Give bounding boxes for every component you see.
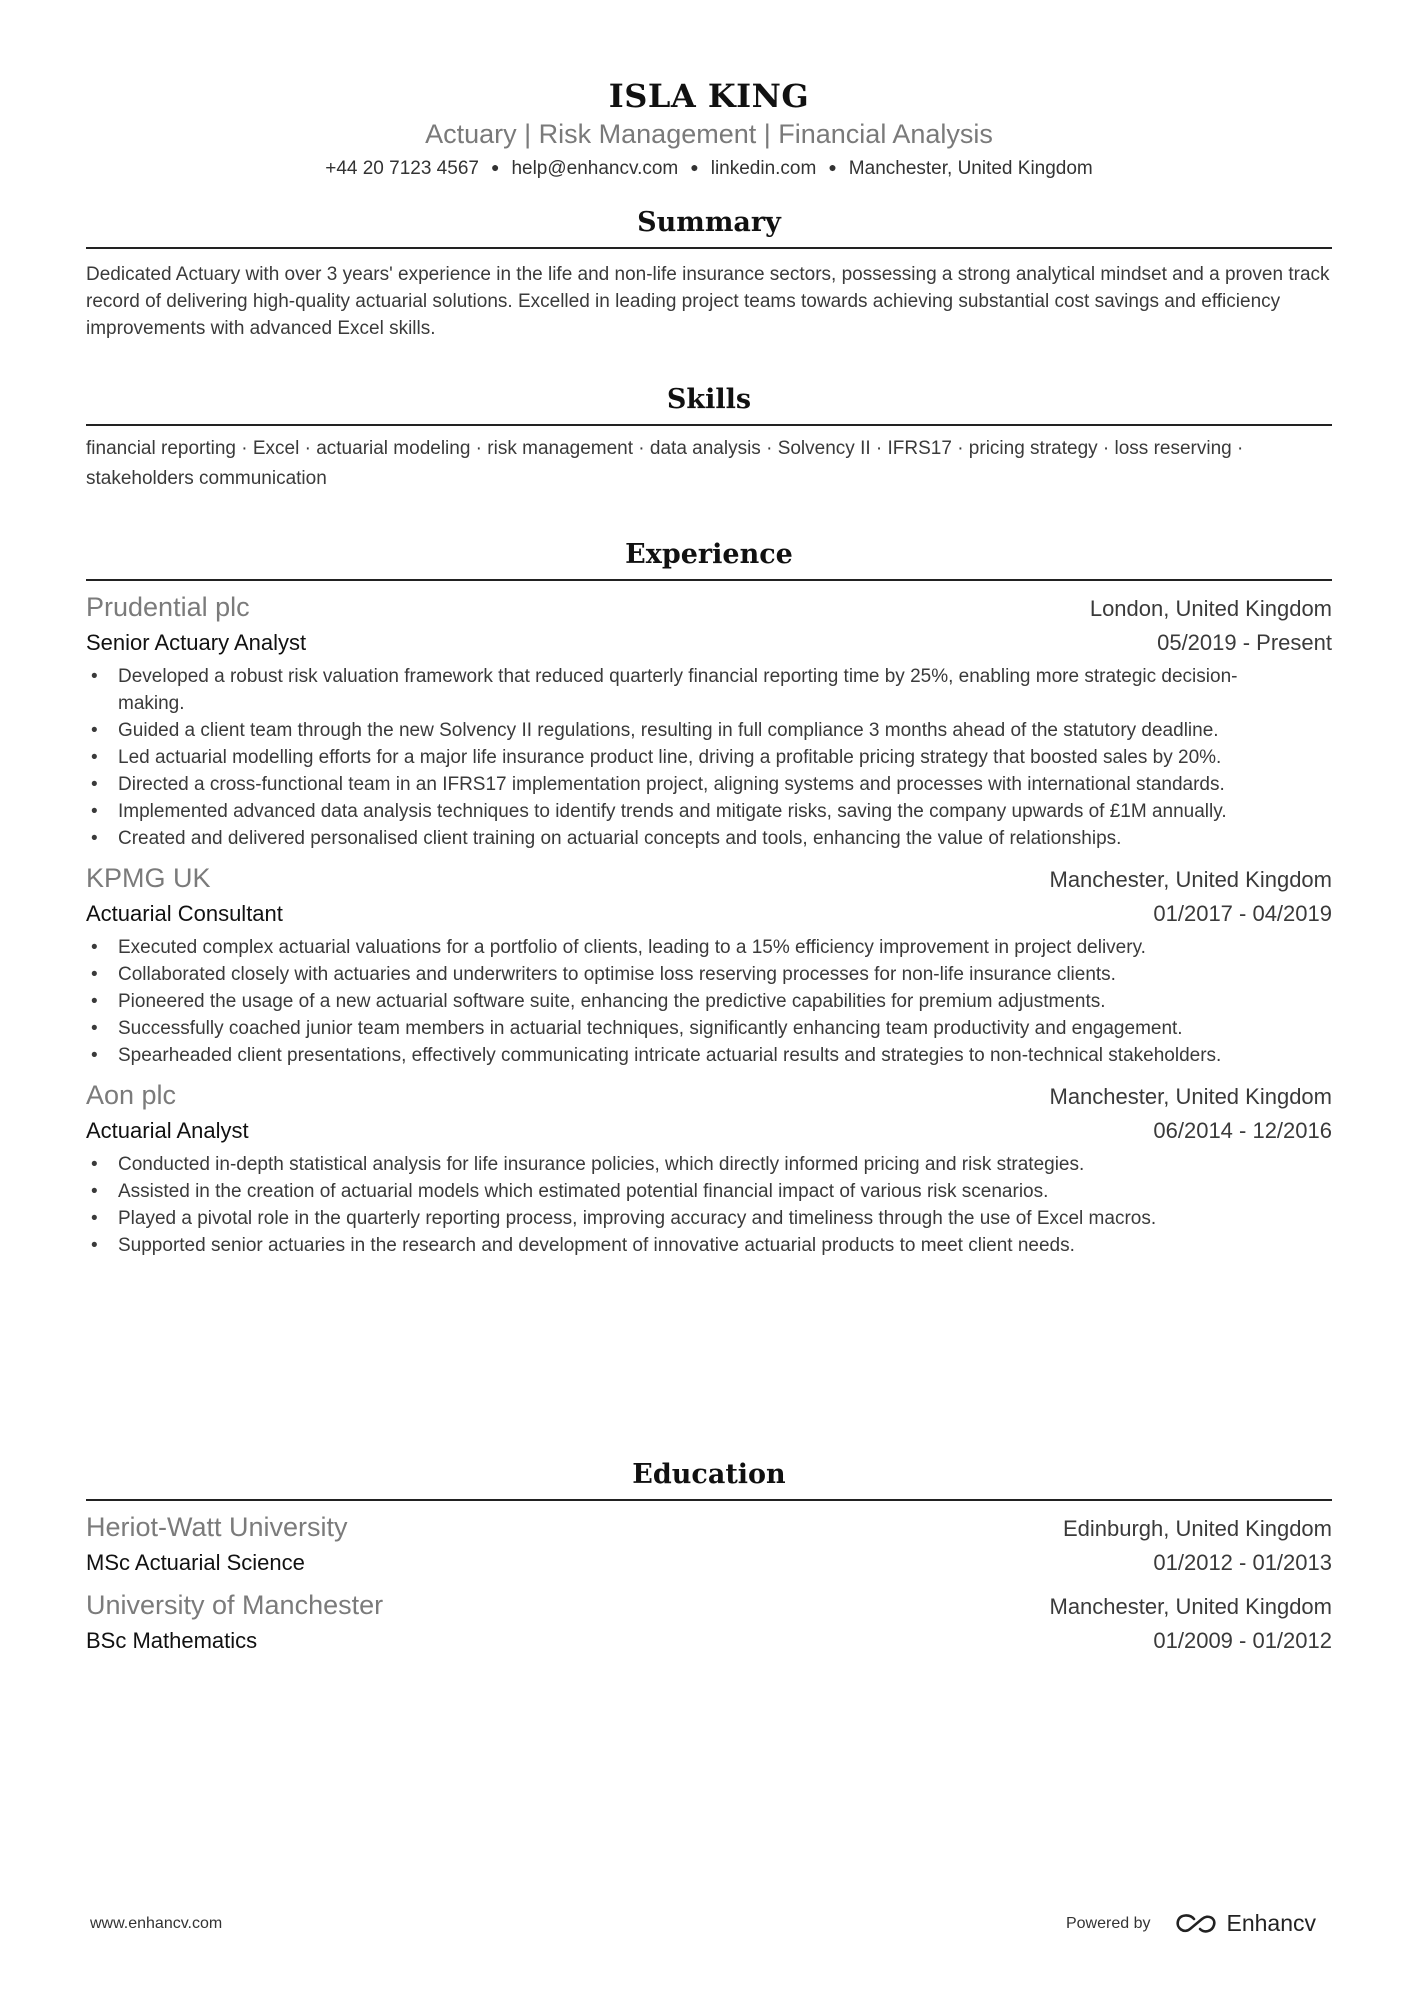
school-location: Edinburgh, United Kingdom [1062, 1516, 1332, 1541]
bullet-item: • Directed a cross-functional team in an IFRS17 implementation project, aligning systems and processes with international standards. [118, 771, 1332, 798]
degree-name: BSc Mathematics [86, 1628, 258, 1653]
bullet-item: • Successfully coached junior team members in actuarial techniques, significantly enhancing team productivity and engagement. [118, 1015, 1332, 1042]
bullet-item: • Created and delivered personalised client training on actuarial concepts and tools, enhancing the value of relationships. [118, 825, 1332, 852]
degree-name: MSc Actuarial Science [86, 1550, 305, 1575]
job-location: Manchester, United Kingdom [1049, 867, 1332, 892]
bullet-item: • Spearheaded client presentations, effectively communicating intricate actuarial results and strategies to non-technical stakeholders. [118, 1042, 1332, 1069]
education-dates: 01/2012 - 01/2013 [1153, 1550, 1332, 1575]
separator-dot-icon: ● [490, 159, 500, 175]
job-bullets [86, 934, 1332, 1069]
powered-by [1066, 1910, 1316, 1937]
bullet-item: • Developed a robust risk valuation framework that reduced quarterly financial reporting time by 25%, enabling more strategic decision-making. [118, 663, 1332, 717]
bullet-item: • Assisted in the creation of actuarial models which estimated potential financial impact of various risk scenarios. [118, 1178, 1332, 1205]
contact-line [86, 152, 1332, 184]
company-name: KPMG UK [86, 863, 211, 893]
contact-linkedin[interactable]: linkedin.com [710, 158, 817, 179]
bullet-item: • Pioneered the usage of a new actuarial software suite, enhancing the predictive capabilities for premium adjustments. [118, 988, 1332, 1015]
job-dates: 01/2017 - 04/2019 [1153, 901, 1332, 926]
bullet-item: • Collaborated closely with actuaries and underwriters to optimise loss reserving processes for non-life insurance clients. [118, 961, 1332, 988]
job-role: Senior Actuary Analyst [86, 630, 307, 655]
job-location: London, United Kingdom [1089, 596, 1332, 621]
experience-section [86, 537, 1332, 1259]
resume-header [86, 0, 1332, 184]
school-name: University of Manchester [86, 1590, 384, 1620]
job-role: Actuarial Analyst [86, 1118, 249, 1143]
section-heading-education: Education [86, 1457, 1332, 1501]
separator-dot-icon: ● [828, 159, 837, 175]
section-heading-summary: Summary [86, 205, 1332, 249]
education-entry [86, 1587, 1332, 1657]
school-name: Heriot-Watt University [86, 1512, 348, 1542]
experience-entry [86, 860, 1332, 1069]
contact-email[interactable]: help@enhancv.com [511, 158, 679, 179]
enhancv-brand-name: Enhancv [1226, 1910, 1316, 1936]
job-bullets [86, 1151, 1332, 1259]
skills-list: financial reporting · Excel · actuarial modeling · risk management · data analysis · Solvency II · IFRS17 · pricing strategy · loss reserving · stakeholders communication [86, 438, 1244, 489]
summary-section [86, 205, 1332, 342]
bullet-item: • Played a pivotal role in the quarterly reporting process, improving accuracy and timeliness through the use of Excel macros. [118, 1205, 1332, 1232]
company-name: Aon plc [86, 1080, 177, 1110]
company-name: Prudential plc [86, 592, 250, 622]
education-entry [86, 1509, 1332, 1579]
school-location: Manchester, United Kingdom [1049, 1594, 1332, 1619]
education-section [86, 1457, 1332, 1657]
resume-page [86, 0, 1332, 1653]
enhancv-logo-icon [1174, 1912, 1218, 1936]
job-dates: 06/2014 - 12/2016 [1153, 1118, 1332, 1143]
education-dates: 01/2009 - 01/2012 [1153, 1628, 1332, 1653]
section-heading-skills: Skills [86, 382, 1332, 426]
experience-entry [86, 589, 1332, 852]
summary-text: Dedicated Actuary with over 3 years' experience in the life and non-life insurance sectors, possessing a strong analytical mindset and a proven track record of delivering high-quality actuarial solutions. Excelled in leading project teams towards achieving substantial cost savings and efficiency improvements with advanced Excel skills. [86, 264, 1330, 339]
contact-location: Manchester, United Kingdom [848, 158, 1093, 179]
job-location: Manchester, United Kingdom [1049, 1084, 1332, 1109]
experience-entry [86, 1077, 1332, 1259]
candidate-name: ISLA KING [608, 77, 810, 115]
page-footer [90, 1910, 1316, 1937]
section-heading-experience: Experience [86, 537, 1332, 581]
bullet-item: • Guided a client team through the new Solvency II regulations, resulting in full compliance 3 months ahead of the statutory deadline. [118, 717, 1332, 744]
job-dates: 05/2019 - Present [1157, 630, 1332, 655]
bullet-item: • Conducted in-depth statistical analysis for life insurance policies, which directly informed pricing and risk strategies. [118, 1151, 1332, 1178]
separator-dot-icon: ● [690, 159, 699, 175]
bullet-item: • Led actuarial modelling efforts for a major life insurance product line, driving a profitable pricing strategy that boosted sales by 20%. [118, 744, 1332, 771]
skills-section [86, 382, 1332, 494]
bullet-item: • Executed complex actuarial valuations for a portfolio of clients, leading to a 15% efficiency improvement in project delivery. [118, 934, 1332, 961]
bullet-item: • Implemented advanced data analysis techniques to identify trends and mitigate risks, saving the company upwards of £1M annually. [118, 798, 1332, 825]
job-role: Actuarial Consultant [86, 901, 283, 926]
footer-website-link[interactable]: www.enhancv.com [90, 1914, 223, 1932]
enhancv-brand[interactable] [1174, 1910, 1316, 1937]
powered-by-label: Powered by [1065, 1914, 1151, 1932]
job-bullets [86, 663, 1332, 852]
contact-phone: +44 20 7123 4567 [325, 158, 479, 179]
bullet-item: • Supported senior actuaries in the research and development of innovative actuarial products to meet client needs. [118, 1232, 1332, 1259]
candidate-title: Actuary | Risk Management | Financial Analysis [425, 119, 993, 149]
